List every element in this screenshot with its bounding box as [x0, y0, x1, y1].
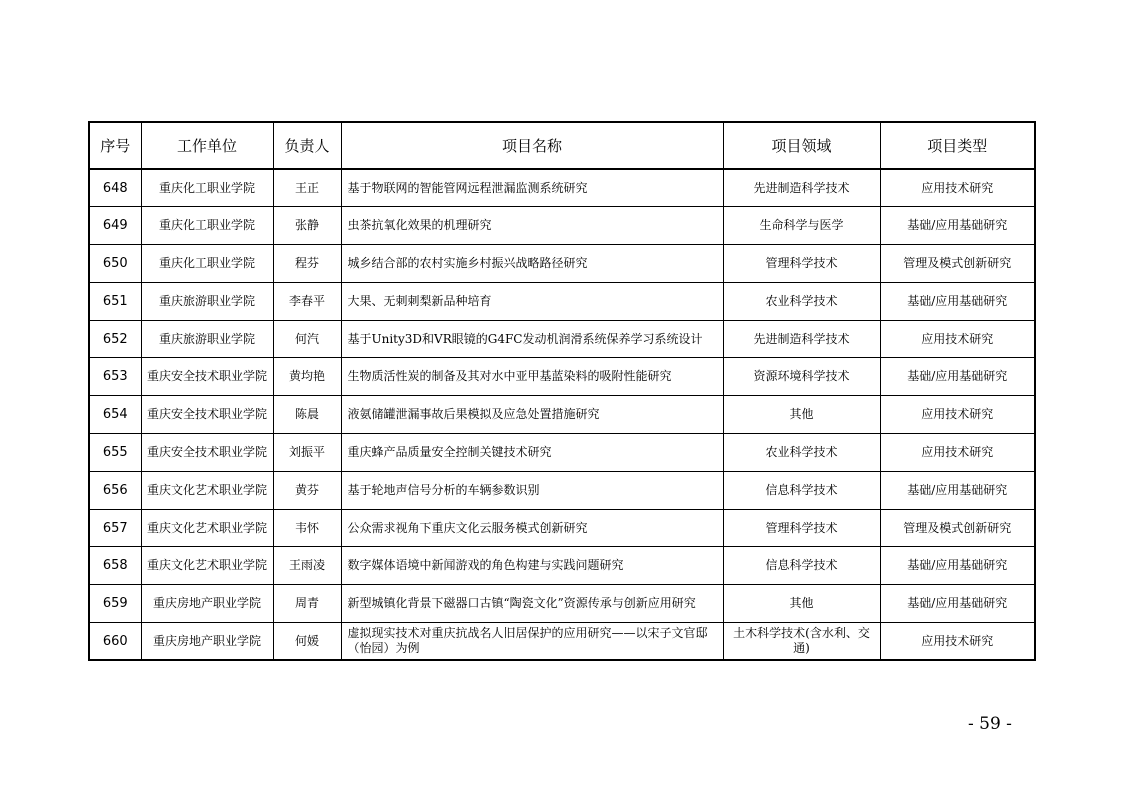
table-row [89, 623, 1035, 661]
cell-work-unit: 重庆化工职业学院 [141, 207, 273, 245]
table-row [89, 547, 1035, 585]
cell-person-in-charge: 刘振平 [273, 434, 341, 472]
cell-project-name: 重庆蜂产品质量安全控制关键技术研究 [341, 434, 723, 472]
cell-work-unit: 重庆化工职业学院 [141, 169, 273, 207]
cell-person-in-charge: 李春平 [273, 282, 341, 320]
cell-person-in-charge: 王雨凌 [273, 547, 341, 585]
cell-serial-number: 659 [89, 585, 141, 623]
cell-person-in-charge: 王正 [273, 169, 341, 207]
cell-person-in-charge: 何汽 [273, 320, 341, 358]
cell-serial-number: 649 [89, 207, 141, 245]
cell-serial-number: 657 [89, 509, 141, 547]
cell-project-field: 管理科学技术 [723, 245, 880, 283]
table-row [89, 585, 1035, 623]
cell-project-field: 信息科学技术 [723, 471, 880, 509]
header-serial-number: 序号 [89, 122, 141, 169]
cell-serial-number: 658 [89, 547, 141, 585]
cell-serial-number: 648 [89, 169, 141, 207]
cell-project-name: 基于Unity3D和VR眼镜的G4FC发动机润滑系统保养学习系统设计 [341, 320, 723, 358]
cell-project-name: 基于轮地声信号分析的车辆参数识别 [341, 471, 723, 509]
cell-project-field: 信息科学技术 [723, 547, 880, 585]
header-project-field: 项目领域 [723, 122, 880, 169]
cell-work-unit: 重庆文化艺术职业学院 [141, 509, 273, 547]
cell-serial-number: 655 [89, 434, 141, 472]
cell-work-unit: 重庆旅游职业学院 [141, 282, 273, 320]
cell-project-type: 应用技术研究 [880, 169, 1035, 207]
cell-serial-number: 650 [89, 245, 141, 283]
cell-project-type: 基础/应用基础研究 [880, 207, 1035, 245]
page-number: - 59 - [968, 714, 1012, 734]
cell-person-in-charge: 黄均艳 [273, 358, 341, 396]
cell-work-unit: 重庆文化艺术职业学院 [141, 547, 273, 585]
cell-project-type: 基础/应用基础研究 [880, 585, 1035, 623]
project-table [88, 121, 1036, 661]
cell-project-field: 先进制造科学技术 [723, 320, 880, 358]
cell-project-field: 先进制造科学技术 [723, 169, 880, 207]
cell-person-in-charge: 周青 [273, 585, 341, 623]
header-work-unit: 工作单位 [141, 122, 273, 169]
cell-project-name: 虚拟现实技术对重庆抗战名人旧居保护的应用研究——以宋子文官邸（怡园）为例 [341, 623, 723, 661]
cell-work-unit: 重庆旅游职业学院 [141, 320, 273, 358]
table-row [89, 434, 1035, 472]
table-row [89, 471, 1035, 509]
cell-work-unit: 重庆文化艺术职业学院 [141, 471, 273, 509]
cell-serial-number: 652 [89, 320, 141, 358]
cell-project-name: 生物质活性炭的制备及其对水中亚甲基蓝染料的吸附性能研究 [341, 358, 723, 396]
table-row [89, 245, 1035, 283]
table-row [89, 207, 1035, 245]
cell-person-in-charge: 黄芬 [273, 471, 341, 509]
cell-project-field: 其他 [723, 585, 880, 623]
table-row [89, 320, 1035, 358]
cell-project-name: 大果、无刺刺梨新品种培育 [341, 282, 723, 320]
cell-serial-number: 653 [89, 358, 141, 396]
cell-project-name: 虫茶抗氧化效果的机理研究 [341, 207, 723, 245]
cell-project-type: 管理及模式创新研究 [880, 245, 1035, 283]
table-row [89, 169, 1035, 207]
cell-project-type: 应用技术研究 [880, 623, 1035, 661]
cell-work-unit: 重庆房地产职业学院 [141, 623, 273, 661]
cell-project-field: 土木科学技术(含水利、交通) [723, 623, 880, 661]
cell-work-unit: 重庆安全技术职业学院 [141, 434, 273, 472]
cell-project-field: 其他 [723, 396, 880, 434]
cell-project-type: 应用技术研究 [880, 434, 1035, 472]
cell-project-field: 农业科学技术 [723, 434, 880, 472]
cell-serial-number: 660 [89, 623, 141, 661]
cell-serial-number: 654 [89, 396, 141, 434]
cell-project-type: 应用技术研究 [880, 320, 1035, 358]
cell-serial-number: 656 [89, 471, 141, 509]
cell-project-name: 液氨储罐泄漏事故后果模拟及应急处置措施研究 [341, 396, 723, 434]
cell-project-field: 资源环境科学技术 [723, 358, 880, 396]
cell-project-name: 基于物联网的智能管网远程泄漏监测系统研究 [341, 169, 723, 207]
cell-work-unit: 重庆房地产职业学院 [141, 585, 273, 623]
cell-person-in-charge: 韦怀 [273, 509, 341, 547]
table-row [89, 282, 1035, 320]
table-row [89, 396, 1035, 434]
cell-person-in-charge: 程芬 [273, 245, 341, 283]
cell-person-in-charge: 何媛 [273, 623, 341, 661]
cell-project-field: 管理科学技术 [723, 509, 880, 547]
header-person-in-charge: 负责人 [273, 122, 341, 169]
cell-project-field: 农业科学技术 [723, 282, 880, 320]
table-row [89, 509, 1035, 547]
cell-project-field: 生命科学与医学 [723, 207, 880, 245]
table-header-row [89, 122, 1035, 169]
header-project-type: 项目类型 [880, 122, 1035, 169]
table-row [89, 358, 1035, 396]
header-project-name: 项目名称 [341, 122, 723, 169]
cell-project-name: 公众需求视角下重庆文化云服务模式创新研究 [341, 509, 723, 547]
cell-project-type: 基础/应用基础研究 [880, 358, 1035, 396]
cell-project-type: 基础/应用基础研究 [880, 282, 1035, 320]
cell-person-in-charge: 陈晨 [273, 396, 341, 434]
cell-person-in-charge: 张静 [273, 207, 341, 245]
cell-project-type: 基础/应用基础研究 [880, 471, 1035, 509]
cell-project-type: 应用技术研究 [880, 396, 1035, 434]
cell-project-name: 城乡结合部的农村实施乡村振兴战略路径研究 [341, 245, 723, 283]
cell-work-unit: 重庆化工职业学院 [141, 245, 273, 283]
cell-project-name: 数字媒体语境中新闻游戏的角色构建与实践问题研究 [341, 547, 723, 585]
cell-work-unit: 重庆安全技术职业学院 [141, 358, 273, 396]
cell-project-type: 管理及模式创新研究 [880, 509, 1035, 547]
cell-serial-number: 651 [89, 282, 141, 320]
cell-work-unit: 重庆安全技术职业学院 [141, 396, 273, 434]
cell-project-type: 基础/应用基础研究 [880, 547, 1035, 585]
cell-project-name: 新型城镇化背景下磁器口古镇“陶瓷文化”资源传承与创新应用研究 [341, 585, 723, 623]
